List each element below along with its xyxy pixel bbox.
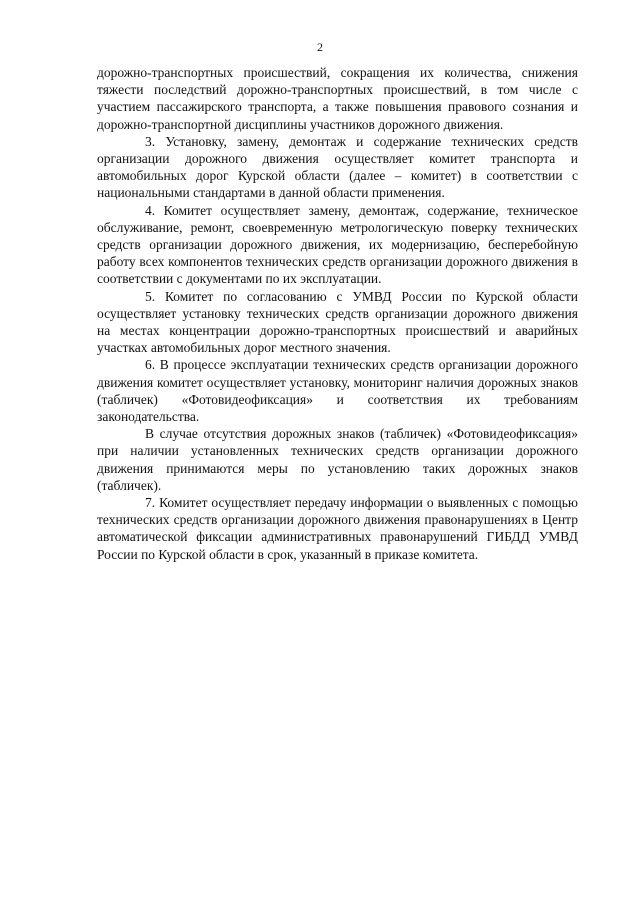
page-number: 2 xyxy=(317,40,323,54)
paragraph-item-7: 7. Комитет осуществляет передачу информации о выявленных с помощью технических средств организации дорожного движения правонарушениях в Центр автоматической фиксации административных правонарушений ГИБДД УМВД России по Курской области в срок, указанный в приказе комитета. xyxy=(97,495,578,562)
paragraph-item-6: 6. В процессе эксплуатации технических средств организации дорожного движения комитет осуществляет установку, мониторинг наличия дорожных знаков (табличек) «Фотовидеофиксация» и соответствия их требованиям законодательства. xyxy=(97,357,578,425)
document-body xyxy=(97,64,578,563)
paragraph-continuation: дорожно-транспортных происшествий, сокращения их количества, снижения тяжести последствий дорожно-транспортных происшествий, в том числе с участием пассажирского транспорта, а также повышения правового сознания и дорожно-транспортной дисциплины участников дорожного движения. xyxy=(97,65,578,132)
paragraph-item-4: 4. Комитет осуществляет замену, демонтаж, содержание, техническое обслуживание, ремонт, своевременную метрологическую поверку технических средств организации дорожного движения, их модернизацию, бесперебойную работу всех компонентов технических средств организации дорожного движения в соответствии с документами по их эксплуатации. xyxy=(97,202,578,287)
paragraph-item-3: 3. Установку, замену, демонтаж и содержание технических средств организации дорожного движения осуществляет комитет транспорта и автомобильных дорог Курской области (далее – комитет) в соответствии с национальными стандартами в данной области применения. xyxy=(97,133,578,201)
paragraph-item-5: 5. Комитет по согласованию с УМВД России по Курской области осуществляет установку технических средств организации дорожного движения на местах концентрации дорожно-транспортных происшествий и аварийных участках автомобильных дорог местного значения. xyxy=(97,288,578,356)
paragraph-item-6-continued: В случае отсутствия дорожных знаков (табличек) «Фотовидеофиксация» при наличии установленных технических средств организации дорожного движения принимаются меры по установлению таких дорожных знаков (табличек). xyxy=(97,426,578,493)
